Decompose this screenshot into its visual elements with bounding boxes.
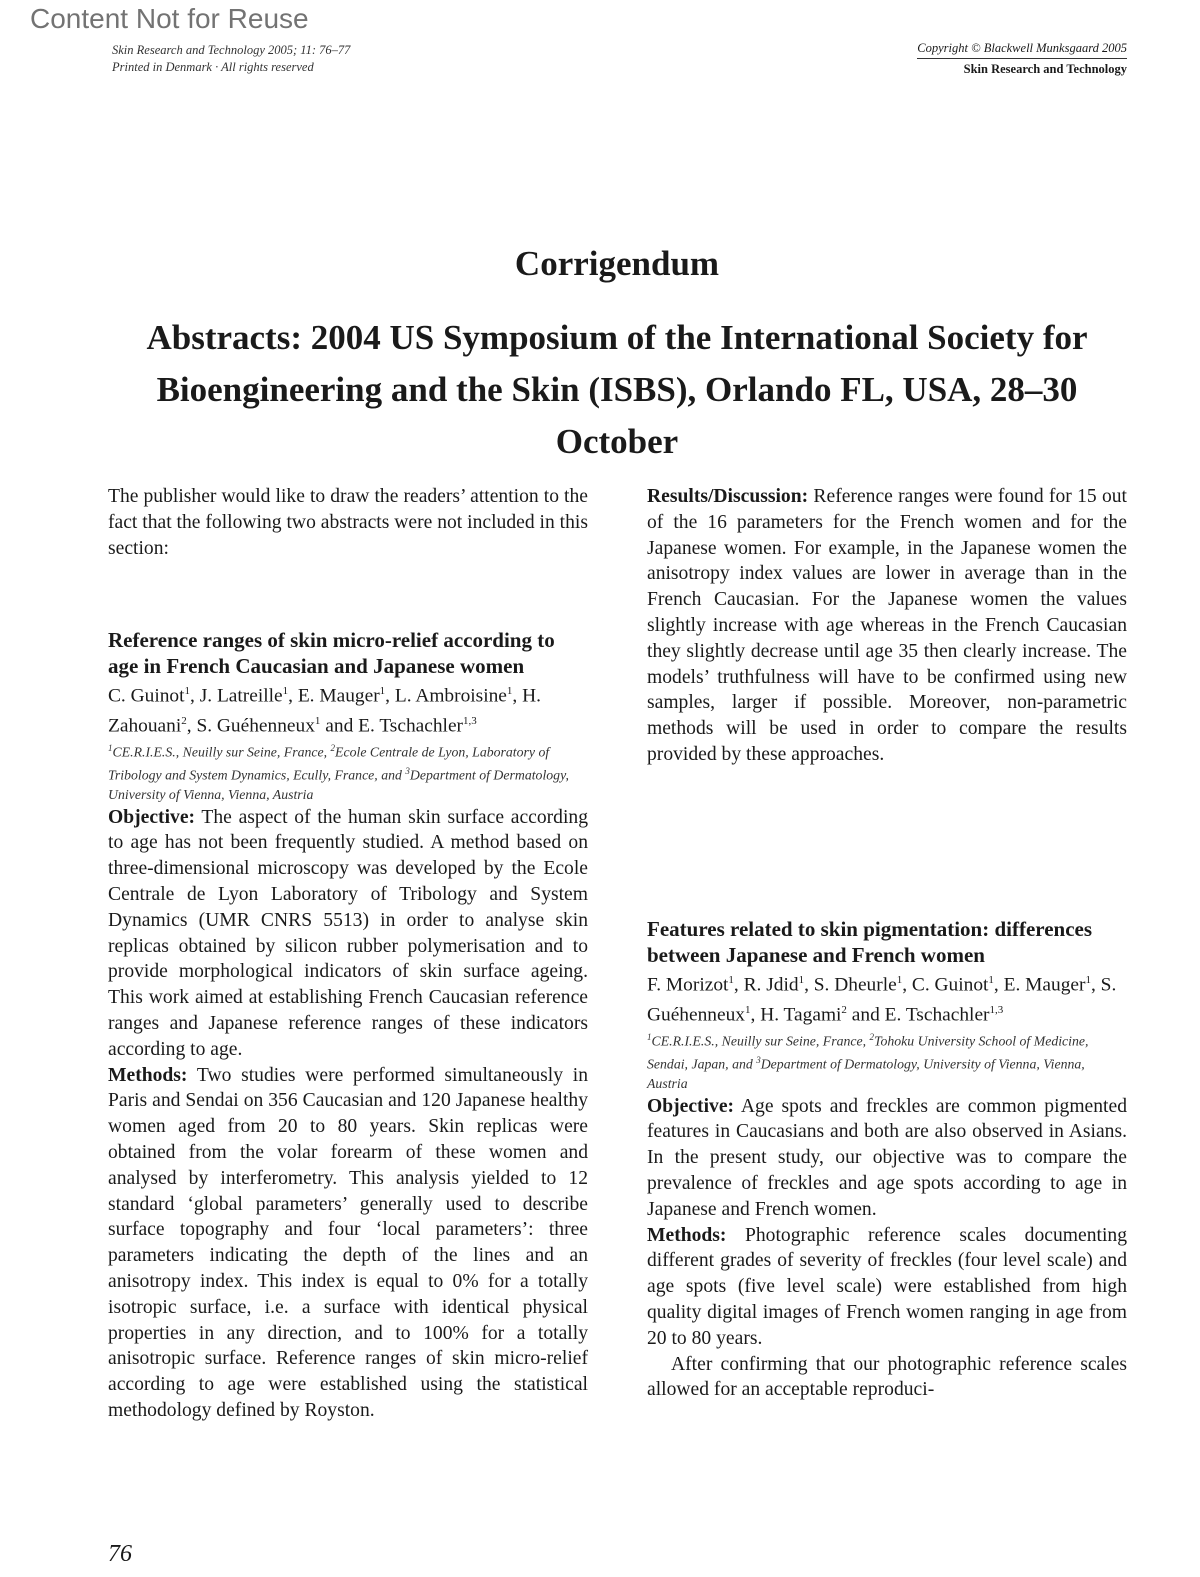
objective-text: The aspect of the human skin surface according to age has not been frequently studied. A method based on three-dimensional microscopy was developed by the Ecole Centrale de Lyon Laboratory of Tribology and System Dynamics (UMR CNRS 5513) in order to analyse skin replicas obtained by silicon rubber polymerisation and to provide morphological indicators of skin surface ageing. This work aimed at establishing French Caucasian reference ranges and Japanese reference ranges of these indicators according to age. <box>108 806 588 1060</box>
author-separator: , <box>993 974 1004 996</box>
abstract-2 <box>647 917 1127 1403</box>
author-affiliation-mark: 2 <box>181 714 187 727</box>
page-number: 76 <box>108 1541 132 1567</box>
methods-continued: After confirming that our photographic reference scales allowed for an acceptable reproduci- <box>647 1353 1127 1401</box>
abstract-1-affiliations <box>108 739 588 805</box>
author: H. Zahouani <box>108 685 541 737</box>
author-affiliation-mark: 1 <box>282 685 289 697</box>
abstract-2-title: Features related to skin pigmentation: differences between Japanese and French women <box>647 917 1093 967</box>
objective-label: Objective: <box>647 1095 735 1117</box>
author-affiliation-mark: 1 <box>184 685 190 697</box>
author: E. Tschachler <box>358 715 464 737</box>
objective-text: Age spots and freckles are common pigmented features in Caucasians and both are also observed in Asians. In the present study, our objective was to compare the prevalence of freckles and age spots according to age in Japanese and French women. <box>647 1095 1127 1220</box>
author-affiliation-mark: 1,3 <box>463 714 477 727</box>
abstract-1-title: Reference ranges of skin micro-relief according to age in French Caucasian and Japanese women <box>108 628 555 678</box>
author: F. Morizot <box>647 974 729 996</box>
results-label: Results/Discussion: <box>647 486 809 507</box>
author: L. Ambroisine <box>394 685 507 707</box>
author-separator: , <box>190 685 200 707</box>
author-separator: , <box>750 1004 761 1026</box>
author-affiliation-mark: 1 <box>728 974 734 986</box>
methods-text: Photographic reference scales documenting different grades of severity of freckles (four level scale) and age spots (five level scale) were established from high quality digital images of French women ranging in age from 20 to 80 years. <box>647 1224 1127 1349</box>
printed-note: Printed in Denmark · All rights reserved <box>112 60 314 74</box>
abstract-1 <box>108 628 588 1424</box>
author-affiliation-mark: 1 <box>1085 974 1091 986</box>
author: E. Tschachler <box>884 1004 990 1026</box>
author-affiliation-mark: 1 <box>379 685 386 697</box>
author-affiliation-mark: 2 <box>841 1003 847 1016</box>
affiliation: Ecole Centrale de Lyon, Laboratory of Tribology and System Dynamics, Ecully, France, and <box>108 744 550 783</box>
author: E. Mauger <box>297 685 380 707</box>
intro <box>108 484 588 561</box>
objective-label: Objective: <box>108 806 196 828</box>
page-title: Abstracts: 2004 US Symposium of the International Society for Bioengineering and the Skin (ISBS), Orlando FL, USA, 28–30 October <box>146 318 1088 461</box>
methods-label: Methods: <box>647 1224 727 1246</box>
author: S. Guéhenneux <box>647 974 1117 1026</box>
abstract-2-affiliations <box>647 1028 1127 1094</box>
author-affiliation-mark: 1 <box>314 714 321 727</box>
journal-name: Skin Research and Technology <box>963 62 1127 76</box>
author: S. Dheurle <box>813 974 897 996</box>
affiliation: Tohoku University School of Medicine, Sendai, Japan, and <box>647 1033 1089 1072</box>
author-separator: , <box>804 974 814 996</box>
author-affiliation-mark: 1,3 <box>989 1003 1004 1016</box>
affiliation: Department of Dermatology, University of Vienna, Vienna, Austria <box>647 1056 1085 1092</box>
section-heading: Corrigendum <box>514 244 720 283</box>
header-left <box>112 42 350 76</box>
affiliation: CE.R.I.E.S., Neuilly sur Seine, France, <box>112 744 331 760</box>
author: R. Jdid <box>743 974 799 996</box>
author: C. Guinot <box>911 974 989 996</box>
copyright: Copyright © Blackwell Munksgaard 2005 <box>917 40 1127 59</box>
header-right <box>917 40 1127 78</box>
affiliation-mark: 2 <box>330 742 336 753</box>
author: C. Guinot <box>108 685 185 707</box>
author-separator: and <box>320 715 359 737</box>
affiliation: Department of Dermatology, University of Vienna, Vienna, Austria <box>108 767 569 803</box>
citation: Skin Research and Technology 2005; 11: 76–77 <box>112 43 351 57</box>
author-separator: , <box>385 685 395 707</box>
author-separator: , <box>288 685 298 707</box>
affiliation-mark: 3 <box>756 1055 761 1066</box>
abstract-1-continued <box>647 484 1127 768</box>
watermark: Content Not for Reuse <box>30 3 309 34</box>
results-text: Reference ranges were found for 15 out of the 16 parameters for the French women and for the Japanese women. For example, in the Japanese women the anisotropy index values are lower in average than in the French Caucasian. For the Japanese women the values slightly increase with age whereas in the French Caucasian they slightly decrease until age 35 then clearly increase. The models’ truthfulness will have to be confirmed using new samples, larger if possible. Moreover, non-parametric methods will be used in order to compare the results provided by these approaches. <box>647 486 1127 765</box>
author-separator: , <box>902 974 912 996</box>
affiliation-mark: 1 <box>108 742 113 753</box>
intro-text: The publisher would like to draw the readers’ attention to the fact that the following two abstracts were not included in this section: <box>108 486 588 559</box>
author: S. Guéhenneux <box>196 715 315 737</box>
author-affiliation-mark: 1 <box>988 974 994 986</box>
author-affiliation-mark: 1 <box>896 974 903 986</box>
methods-text: Two studies were performed simultaneously in Paris and Sendai on 356 Caucasian and 120 Japanese healthy women aged from 20 to 80 years. Skin replicas were obtained from the volar forearm of these women and analysed by interferometry. This analysis yielded to 12 standard ‘global parameters’ generally used to describe surface topography and four ‘local parameters’: three parameters indicating the depth of the lines and an anisotropy index. This index is equal to 0% for a totally isotropic surface, i.e. a surface with identical physical properties in any direction, and to 100% for a totally anisotropic surface. Reference ranges of skin micro-relief according to age were established using the statistical methodology defined by Royston. <box>108 1064 588 1421</box>
abstract-2-authors <box>647 968 1127 1028</box>
author-separator: and <box>846 1004 885 1026</box>
author-separator: , <box>1090 974 1101 996</box>
methods-label: Methods: <box>108 1064 188 1086</box>
author-affiliation-mark: 1 <box>798 974 805 986</box>
author-affiliation-mark: 1 <box>745 1003 751 1016</box>
author-separator: , <box>733 974 744 996</box>
author-affiliation-mark: 1 <box>506 685 513 697</box>
author-separator: , <box>512 685 523 707</box>
abstract-1-authors <box>108 679 588 739</box>
affiliation-mark: 3 <box>405 766 410 777</box>
author-separator: , <box>186 715 197 737</box>
affiliation-mark: 1 <box>647 1031 652 1042</box>
author: H. Tagami <box>760 1004 842 1026</box>
author: J. Latreille <box>199 685 283 707</box>
affiliation: CE.R.I.E.S., Neuilly sur Seine, France, <box>651 1033 870 1049</box>
author: E. Mauger <box>1003 974 1086 996</box>
affiliation-mark: 2 <box>869 1031 875 1042</box>
